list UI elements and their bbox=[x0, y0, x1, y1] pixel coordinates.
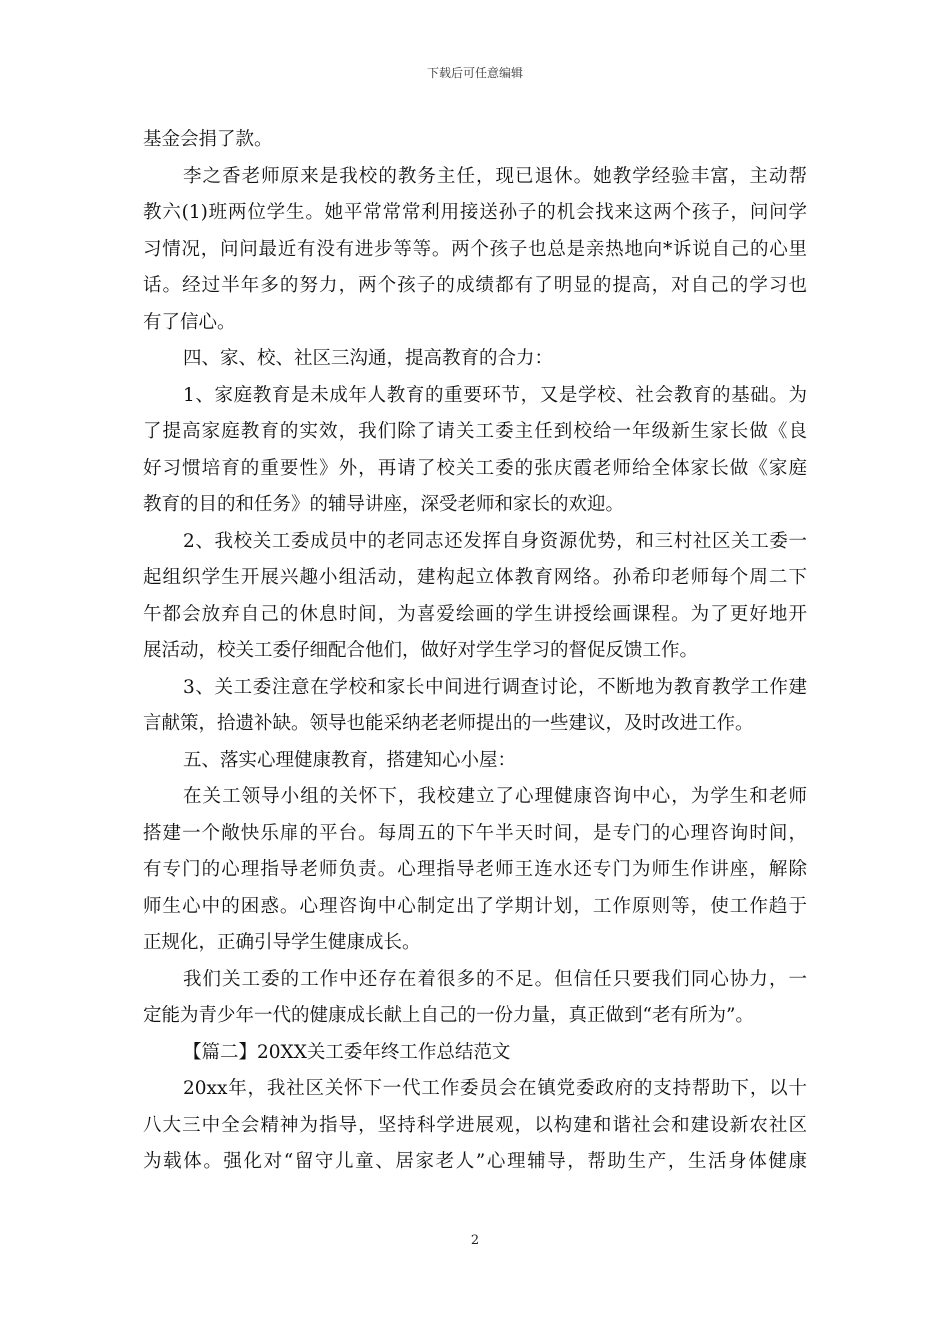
section-heading: 四、家、校、社区三沟通，提高教育的合力： bbox=[183, 348, 554, 369]
paragraph-line: 有专门的心理指导老师负责。心理指导老师王连水还专门为师生作讲座，解除 bbox=[143, 859, 807, 880]
paragraph-line: 八大三中全会精神为指导，坚持科学进展观，以构建和谐社会和建设新农社区 bbox=[143, 1114, 807, 1136]
paragraph-line: 李之香老师原来是我校的教务主任，现已退休。她教学经验丰富，主动帮 bbox=[183, 165, 807, 187]
paragraph-line: 正规化，正确引导学生健康成长。 bbox=[143, 932, 421, 953]
paragraph-line: 了提高家庭教育的实效，我们除了请关工委主任到校给一年级新生家长做《良 bbox=[143, 421, 807, 442]
section-heading: 五、落实心理健康教育，搭建知心小屋： bbox=[183, 749, 517, 771]
paragraph-line: 定能为青少年一代的健康成长献上自己的一份力量，真正做到“老有所为”。 bbox=[143, 1005, 754, 1026]
page-number: 2 bbox=[470, 1233, 480, 1248]
paragraph-line: 我们关工委的工作中还存在着很多的不足。但信任只要我们同心协力，一 bbox=[183, 968, 807, 990]
paragraph-line: 有了信心。 bbox=[143, 311, 236, 333]
paragraph-line: 午都会放弃自己的休息时间，为喜爱绘画的学生讲授绘画课程。为了更好地开 bbox=[143, 603, 807, 625]
paragraph-line: 为载体。强化对“留守儿童、居家老人”心理辅导，帮助生产，生活身体健康 bbox=[143, 1151, 807, 1172]
paragraph-line: 起组织学生开展兴趣小组活动，建构起立体教育网络。孙希印老师每个周二下 bbox=[143, 567, 807, 588]
paragraph-line: 搭建一个敞快乐扉的平台。每周五的下午半天时间，是专门的心理咨询时间， bbox=[143, 822, 807, 844]
paragraph-line: 教育的目的和任务》的辅导讲座，深受老师和家长的欢迎。 bbox=[143, 494, 625, 515]
paragraph-line: 2、我校关工委成员中的老同志还发挥自身资源优势，和三村社区关工委一 bbox=[183, 530, 807, 552]
paragraph-line: 展活动，校关工委仔细配合他们，做好对学生学习的督促反馈工作。 bbox=[143, 640, 699, 661]
paragraph-line: 好习惯培育的重要性》外，再请了校关工委的张庆霞老师给全体家长做《家庭 bbox=[143, 457, 807, 479]
paragraph-line: 20xx年，我社区关怀下一代工作委员会在镇党委政府的支持帮助下，以十 bbox=[183, 1078, 807, 1099]
paragraph-line: 1、家庭教育是未成年人教育的重要环节，又是学校、社会教育的基础。为 bbox=[183, 384, 807, 406]
paragraph-line: 习情况，问问最近有没有进步等等。两个孩子也总是亲热地向*诉说自己的心里 bbox=[143, 238, 807, 260]
document-body bbox=[143, 122, 807, 1181]
paragraph-line: 师生心中的困惑。心理咨询中心制定出了学期计划，工作原则等，使工作趋于 bbox=[143, 895, 807, 917]
paragraph-line: 话。经过半年多的努力，两个孩子的成绩都有了明显的提高，对自己的学习也 bbox=[143, 275, 807, 296]
paragraph-line: 在关工领导小组的关怀下，我校建立了心理健康咨询中心，为学生和老师 bbox=[183, 786, 807, 807]
section-heading: 【篇二】20XX关工委年终工作总结范文 bbox=[183, 1041, 511, 1063]
paragraph-line: 3、关工委注意在学校和家长中间进行调查讨论，不断地为教育教学工作建 bbox=[183, 676, 807, 698]
page-header: 下载后可任意编辑 bbox=[426, 66, 523, 80]
paragraph-line: 教六(1)班两位学生。她平常常常利用接送孙子的机会找来这两个孩子，问问学 bbox=[143, 202, 807, 223]
paragraph-line: 言献策，拾遗补缺。领导也能采纳老老师提出的一些建议，及时改进工作。 bbox=[143, 713, 754, 734]
paragraph-line: 基金会捐了款。 bbox=[143, 129, 273, 150]
